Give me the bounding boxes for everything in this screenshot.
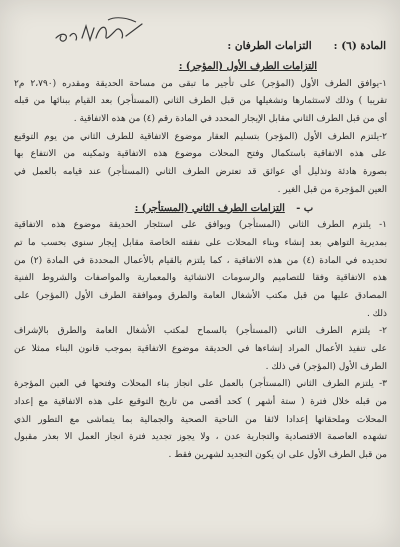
section-a-title: التزامات الطرف الأول (المؤجر) :: [178, 61, 317, 72]
text-line: تقريبا ) وذلك لاستثمارها وتشغيلها من قبل الطرف الثاني (المستأجر) بعد القيام ببنائها من قبله: [14, 96, 387, 107]
article-number: المادة (٦) :: [333, 40, 386, 52]
text-line: على تنفيذ الأعمال المراد إنشاءها في الحديقة موضوع الاتفاقية بموجب قانون البناء ممثلا عن: [14, 344, 387, 354]
text-line: من قبله خلال فترة ( ستة أشهر ) كحد أقصى من تاريخ التوقيع على هذه الاتفاقية مع إعداد: [14, 397, 387, 408]
text-line: الطرف الأول (المؤجر) في ذلك .: [265, 361, 387, 372]
text-line: المحلات وملحقاتها إعدادا لائقا من الناحية الصحية والجمالية بما يتماشى مع التطور الذي: [14, 414, 387, 425]
text-line: أي من قبل الطرف الثاني مقابل الإيجار المحدد في المادة رقم (٤) من هذه الاتفاقية .: [73, 114, 387, 125]
text-line: ١- يلتزم الطرف الثاني (المستأجر) ويوافق على استئجار الحديقة موضوع هذه الاتفاقية: [14, 220, 387, 231]
article-title: التزامات الطرفان :: [227, 40, 312, 52]
text-line: العين المؤجرة من قبل الغير .: [277, 184, 387, 195]
text-line: ٢- يلتزم الطرف الثاني (المستأجر) بالسماح لمكتب الأشغال العامة والطرق بالإشراف: [14, 326, 387, 337]
section-b-heading-row: [14, 200, 387, 218]
text-line: هذه الاتفاقية وفقا للتصاميم والرسومات الانشائية والمعمارية والمواصفات والشروط الفنية: [14, 273, 387, 284]
text-line: تشهده العاصمة الاقتصادية والتجارية عدن ، ولا يجوز تجديد فترة انجاز العمل الا بعذر مقبول: [14, 432, 387, 443]
text-line: من قبل الطرف الأول على ان يكون التجديد لشهرين فقط .: [168, 450, 387, 461]
document-body: [14, 58, 387, 465]
article-header: [168, 40, 386, 52]
text-line: بصورة هادئة وتذليل أي عوائق قد تعترض الطرف الثاني (المستأجر) عند قيامه بالعمل في: [14, 167, 387, 178]
text-line: تحديده في المادة (٤) من هذه الاتفاقية ، كما يلتزم بالقيام بالأعمال المحددة في المادة (٢) من: [14, 255, 387, 266]
section-b-letter: ب -: [296, 202, 313, 214]
text-line: ١-يوافق الطرف الأول (المؤجر) على تأجير ما تبقى من مساحة الحديقة ومقدره (٢،٧٩٠ م٢: [14, 78, 387, 89]
section-a-heading-row: [14, 58, 387, 76]
text-line: ٣- يلتزم الطرف الثاني (المستأجر) بالعمل على انجاز بناء المحلات وفتحها في العين المؤجرة: [14, 379, 387, 390]
text-line: المصادق عليها من قبل مكتب الأشغال العامة والطرق وموافقة الطرف الأول (المؤجر) على: [14, 290, 387, 301]
text-line: ٢-يلتزم الطرف الأول (المؤجر) بتسليم العقار موضوع الاتفاقية للطرف الثاني من يوم التوقيع: [14, 131, 387, 142]
text-line: بمديرية التواهي بعد إنشاء وبناء المحلات على نفقته الخاصة مقابل إيجار سنوي بحسب ما تم: [14, 237, 387, 248]
text-line: على هذه الاتفاقية باستكمال وفتح المحلات موضوع هذه الاتفاقية وتمكينه من الانتفاع بها: [14, 149, 387, 160]
text-line: ذلك .: [366, 308, 387, 319]
section-b-title: التزامات الطرف الثاني (المستأجر) :: [134, 202, 285, 214]
handwritten-signature: [52, 14, 148, 46]
